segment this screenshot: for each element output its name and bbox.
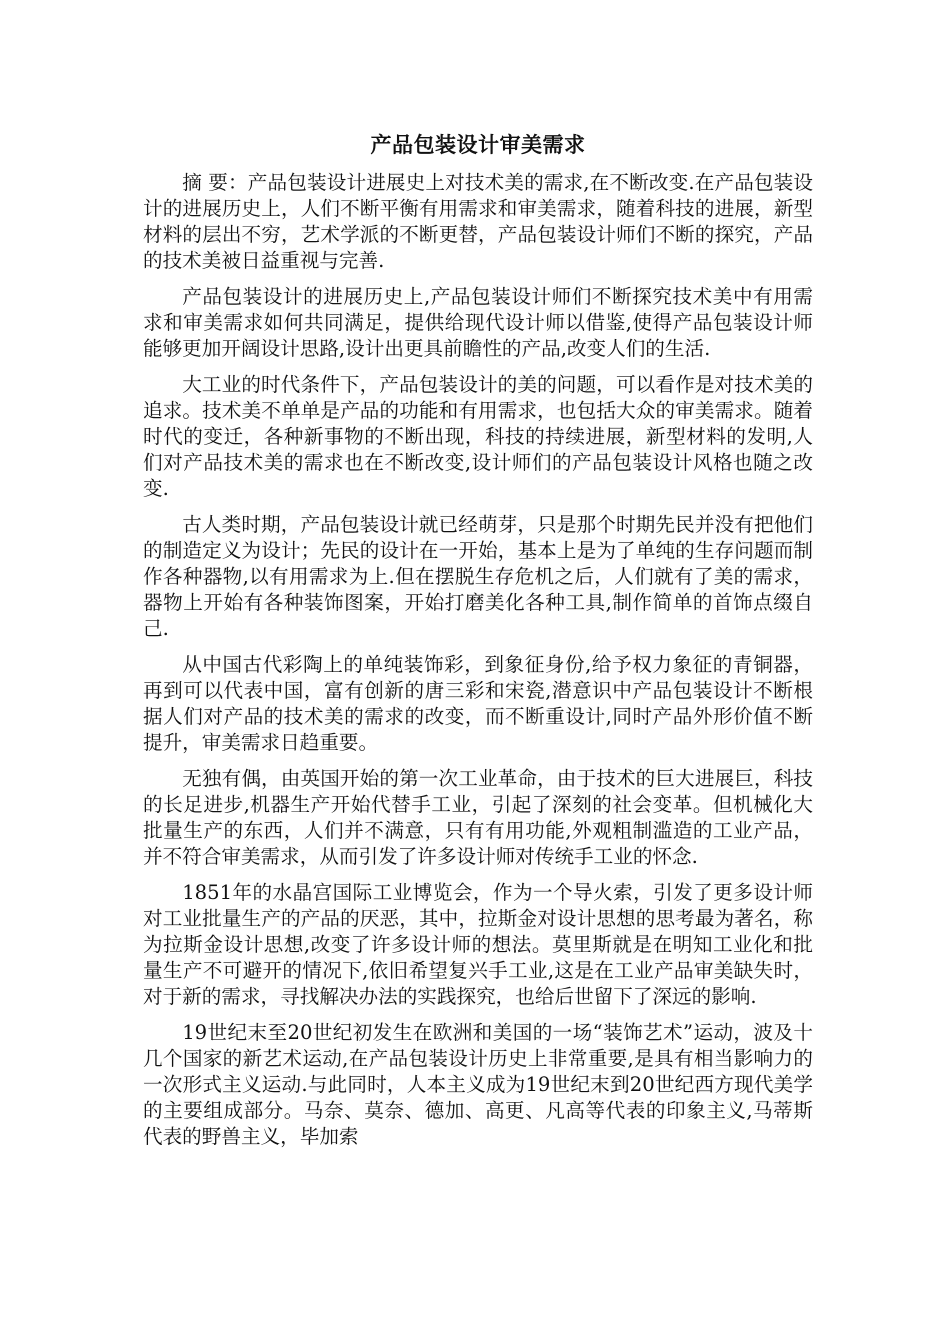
document-title: 产品包装设计审美需求 <box>370 133 586 157</box>
document-body <box>143 130 813 1160</box>
body-paragraph: 1851年的水晶宫国际工业博览会，作为一个导火索，引发了更多设计师对工业批量生产的产品的厌恶，其中，拉斯金对设计思想的思考最为著名，称为拉斯金设计思想,改变了许多设计师的想法。莫里斯就是在明知工业化和批量生产不可避开的情况下,依旧希望复兴手工业,这是在工业产品审美缺失时，对于新的需求，寻找解决办法的实践探究，也给后世留下了深远的影响. <box>143 881 813 1008</box>
abstract-paragraph: 摘 要：产品包装设计进展史上对技术美的需求,在不断改变.在产品包装设计的进展历史上，人们不断平衡有用需求和审美需求，随着科技的进展，新型材料的层出不穷，艺术学派的不断更替，产品包装设计师们不断的探究，产品的技术美被日益重视与完善. <box>143 171 813 272</box>
body-paragraph: 大工业的时代条件下，产品包装设计的美的问题，可以看作是对技术美的追求。技术美不单单是产品的功能和有用需求，也包括大众的审美需求。随着时代的变迁，各种新事物的不断出现，科技的持续进展，新型材料的发明,人们对产品技术美的需求也在不断改变,设计师们的产品包装设计风格也随之改变. <box>143 373 813 500</box>
body-paragraph: 无独有偶，由英国开始的第一次工业革命，由于技术的巨大进展巨，科技的长足进步,机器生产开始代替手工业，引起了深刻的社会变革。但机械化大批量生产的东西，人们并不满意，只有有用功能,外观粗制滥造的工业产品，并不符合审美需求，从而引发了许多设计师对传统手工业的怀念. <box>143 767 813 868</box>
body-paragraph: 19世纪末至20世纪初发生在欧洲和美国的一场“装饰艺术”运动，波及十几个国家的新艺术运动,在产品包装设计历史上非常重要,是具有相当影响力的一次形式主义运动.与此同时，人本主义成为19世纪末到20世纪西方现代美学的主要组成部分。马奈、莫奈、德加、高更、凡高等代表的印象主义,马蒂斯代表的野兽主义，毕加索 <box>143 1021 813 1148</box>
body-paragraph: 古人类时期，产品包装设计就已经萌芽，只是那个时期先民并没有把他们的制造定义为设计；先民的设计在一开始，基本上是为了单纯的生存问题而制作各种器物,以有用需求为上.但在摆脱生存危机之后，人们就有了美的需求，器物上开始有各种装饰图案，开始打磨美化各种工具,制作简单的首饰点缀自己. <box>143 513 813 640</box>
body-paragraph: 从中国古代彩陶上的单纯装饰彩，到象征身份,给予权力象征的青铜器，再到可以代表中国，富有创新的唐三彩和宋瓷,潜意识中产品包装设计不断根据人们对产品的技术美的需求的改变，而不断重设计,同时产品外形价值不断提升，审美需求日趋重要。 <box>143 653 813 754</box>
body-paragraph: 产品包装设计的进展历史上,产品包装设计师们不断探究技术美中有用需求和审美需求如何共同满足，提供给现代设计师以借鉴,使得产品包装设计师能够更加开阔设计思路,设计出更具前瞻性的产品,改变人们的生活. <box>143 285 813 360</box>
